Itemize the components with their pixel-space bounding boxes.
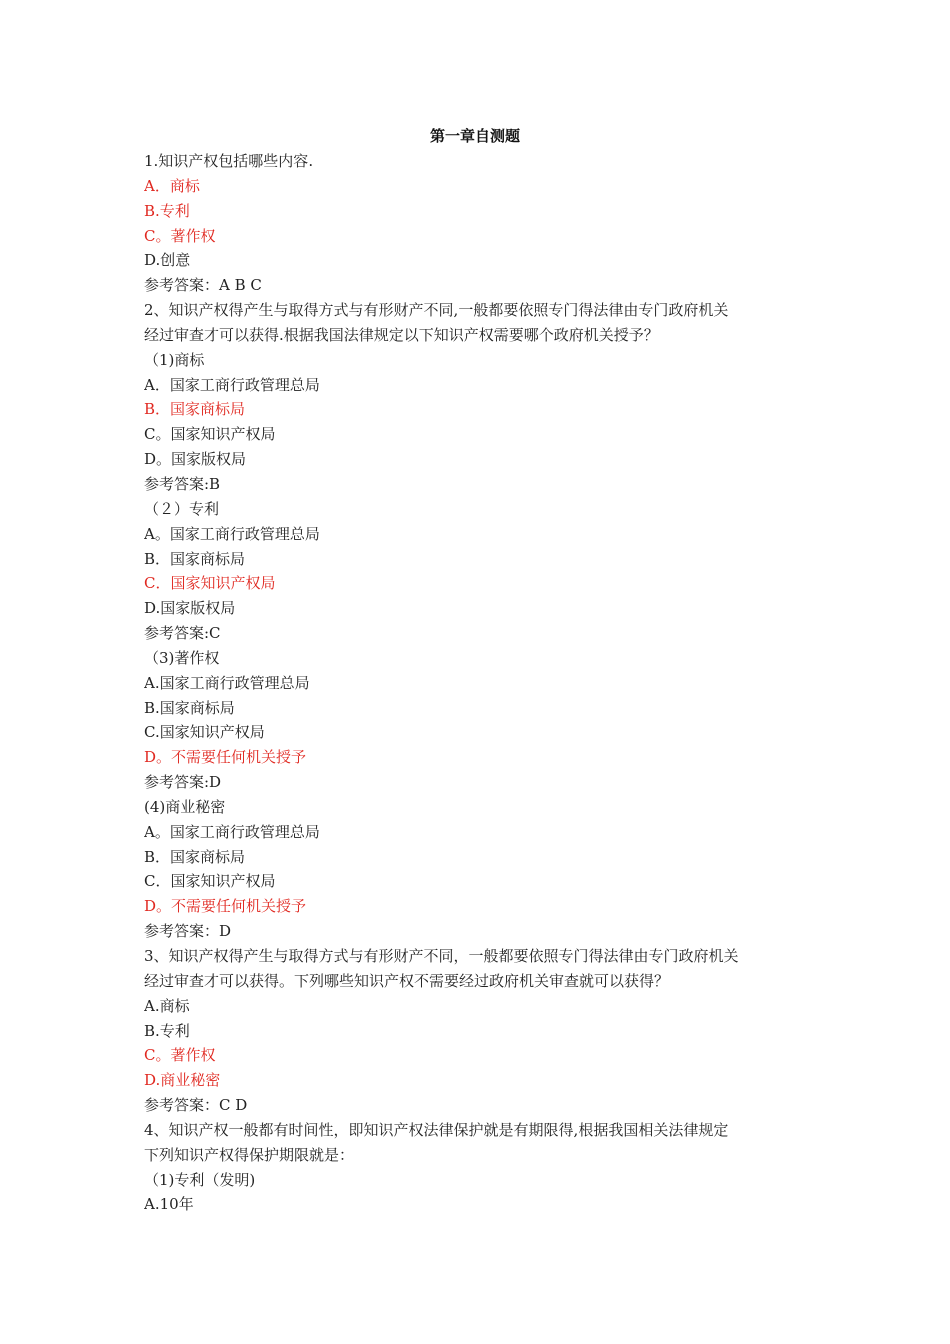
text-line: 经过审查才可以获得.根据我国法律规定以下知识产权需要哪个政府机关授予？ [144, 325, 659, 344]
text-line: A．国家工商行政管理总局 [144, 375, 320, 394]
text-line: 参考答案：D [144, 922, 232, 941]
text-line: 参考答案:D [144, 773, 222, 792]
document-title: 第一章自测题 [429, 127, 520, 145]
text-line: C。著作权 [144, 1046, 216, 1065]
text-line: B．国家商标局 [144, 549, 246, 568]
text-line: 参考答案：C D [144, 1096, 248, 1115]
text-line: 下列知识产权得保护期限就是： [144, 1145, 355, 1164]
text-line: 经过审查才可以获得。下列哪些知识产权不需要经过政府机关审查就可以获得？ [144, 971, 670, 990]
text-line: B.国家商标局 [144, 698, 235, 717]
document-body [144, 149, 814, 1217]
text-line: A.国家工商行政管理总局 [144, 673, 310, 692]
text-line: 4、知识产权一般都有时间性，即知识产权法律保护就是有期限得,根据我国相关法律规定 [144, 1120, 729, 1139]
text-line: (4)商业秘密 [144, 797, 226, 816]
text-line: A.10年 [144, 1195, 194, 1214]
text-line: D.创意 [144, 251, 191, 270]
text-line: B．国家商标局 [144, 400, 246, 419]
text-line: A．商标 [144, 176, 200, 195]
text-line: A.商标 [144, 996, 190, 1015]
text-line: D。国家版权局 [144, 450, 247, 469]
text-line: 参考答案:C [144, 624, 221, 643]
text-line: B.专利 [144, 1021, 190, 1040]
text-line: D。不需要任何机关授予 [144, 897, 307, 916]
text-line: B．国家商标局 [144, 847, 246, 866]
text-line: A。国家工商行政管理总局 [144, 822, 320, 841]
text-line: D.商业秘密 [144, 1071, 221, 1090]
text-line: C．国家知识产权局 [144, 872, 276, 891]
text-line: 1.知识产权包括哪些内容. [144, 152, 314, 170]
text-line: C．国家知识产权局 [144, 574, 276, 593]
text-line: B.专利 [144, 201, 190, 220]
text-line: （２）专利 [144, 499, 220, 518]
text-line: （1)专利（发明) [144, 1170, 256, 1189]
text-line: 3、知识产权得产生与取得方式与有形财产不同，一般都要依照专门得法律由专门政府机关 [144, 947, 739, 965]
text-line: 参考答案:B [144, 474, 221, 493]
text-line: （3)著作权 [144, 648, 220, 667]
text-line: A。国家工商行政管理总局 [144, 524, 320, 543]
text-line: （1)商标 [144, 350, 205, 369]
text-line: D。不需要任何机关授予 [144, 748, 307, 767]
text-line: 参考答案：A B C [144, 276, 262, 295]
text-line: 2、知识产权得产生与取得方式与有形财产不同,一般都要依照专门得法律由专门政府机关 [144, 301, 729, 320]
text-line: C。著作权 [144, 226, 216, 245]
text-line: D.国家版权局 [144, 599, 236, 618]
text-line: C.国家知识产权局 [144, 723, 265, 742]
text-line: C。国家知识产权局 [144, 425, 276, 444]
